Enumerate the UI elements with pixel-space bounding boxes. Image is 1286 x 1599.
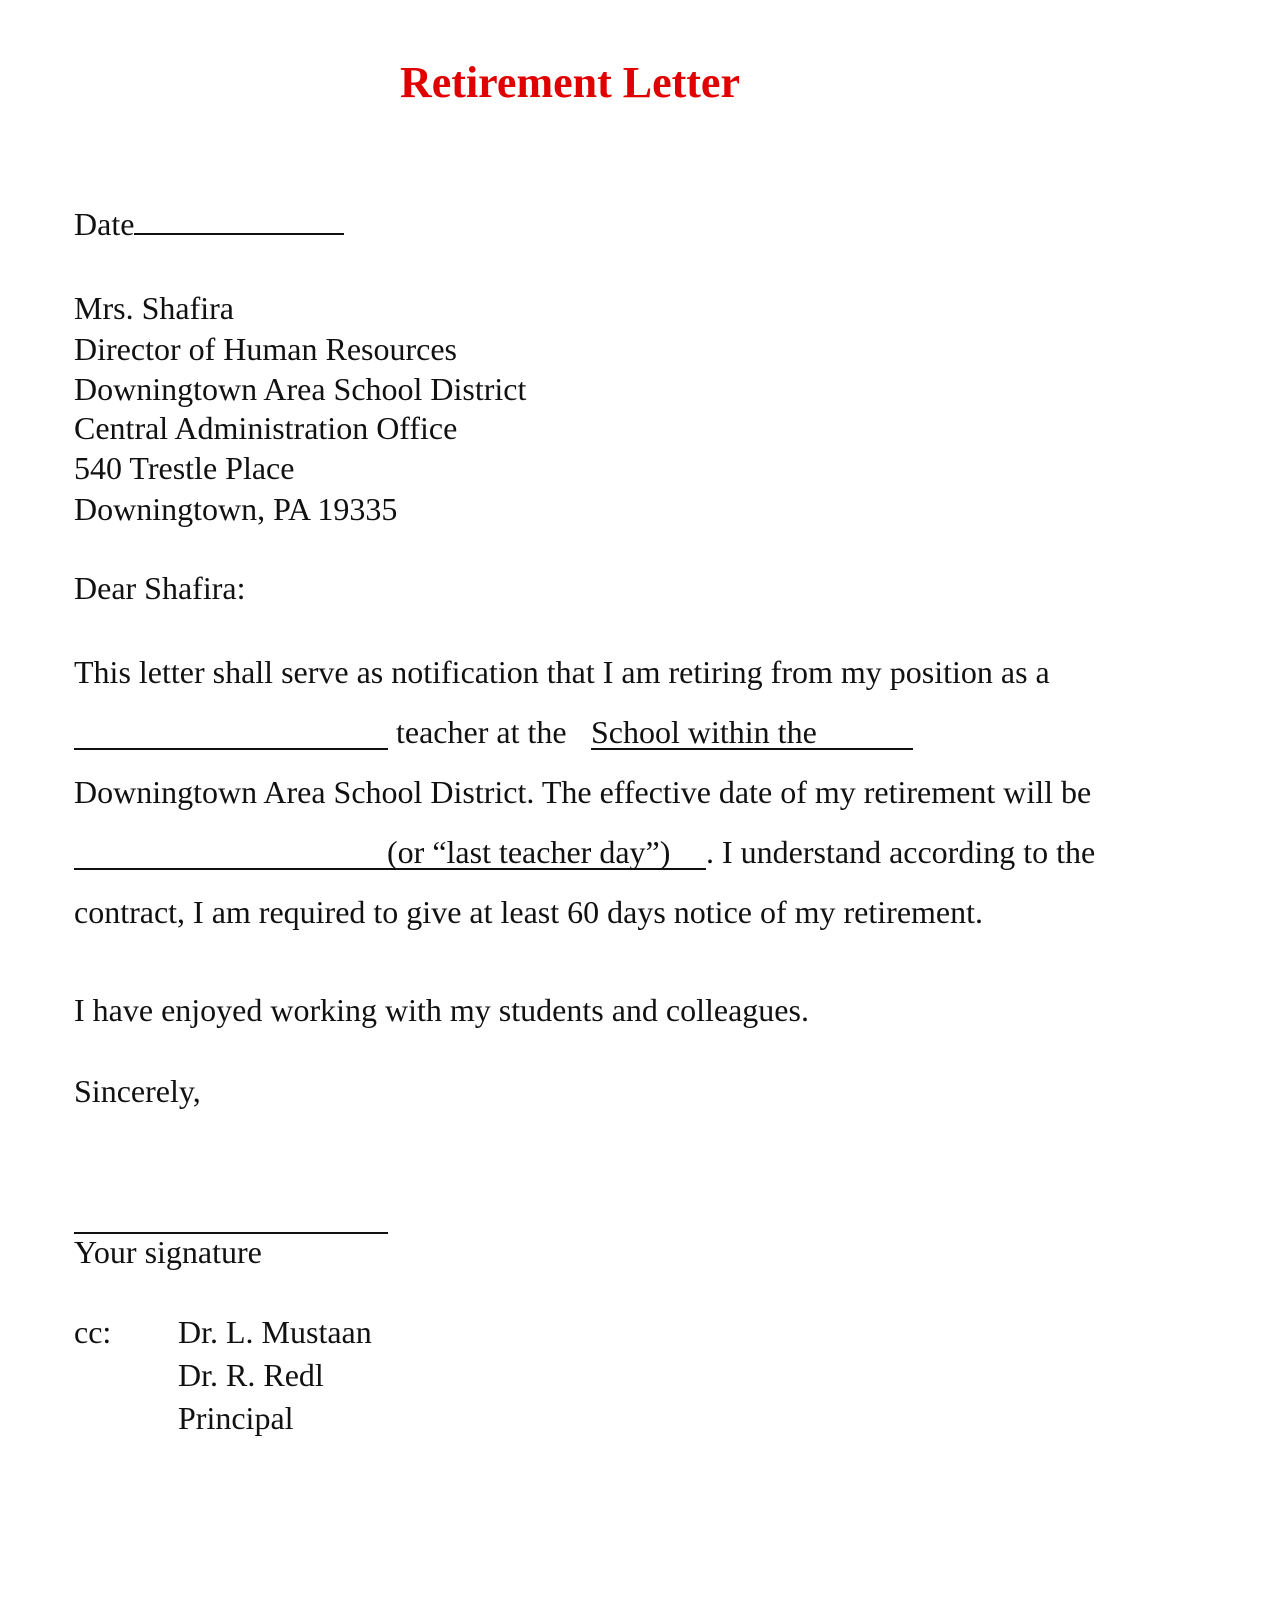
recipient-office: Central Administration Office [74, 410, 458, 446]
recipient-position: Director of Human Resources [74, 331, 457, 367]
body-line-1: This letter shall serve as notification that I am retiring from my position as a [74, 654, 1050, 690]
cc-label: cc: [74, 1314, 112, 1350]
sign-off: Sincerely, [74, 1073, 201, 1109]
cc-name-3: Principal [178, 1400, 294, 1436]
signature-label: Your signature [74, 1234, 262, 1270]
cc-name-1: Dr. L. Mustaan [178, 1314, 372, 1350]
body-line-5: contract, I am required to give at least 60 days notice of my retirement. [74, 894, 983, 930]
recipient-organization: Downingtown Area School District [74, 371, 527, 407]
body-line-3: Downingtown Area School District. The effective date of my retirement will be [74, 774, 1092, 810]
body-line-2-school: School within the [591, 714, 817, 750]
salutation: Dear Shafira: [74, 570, 246, 606]
recipient-name: Mrs. Shafira [74, 290, 234, 326]
recipient-city: Downingtown, PA 19335 [74, 491, 398, 527]
body-line-4-rest: . I understand according to the [706, 834, 1096, 870]
cc-name-2: Dr. R. Redl [178, 1357, 324, 1393]
letter-title: Retirement Letter [400, 58, 740, 107]
closing-paragraph: I have enjoyed working with my students and colleagues. [74, 992, 809, 1028]
date-label: Date [74, 206, 135, 242]
recipient-street: 540 Trestle Place [74, 450, 295, 486]
date-blank [134, 207, 344, 235]
position-blank [74, 748, 388, 750]
date-line [74, 204, 344, 244]
body-line-4-last-day: (or “last teacher day”) [387, 834, 671, 870]
body-line-2-teacher: teacher at the [396, 714, 567, 750]
school-blank [591, 748, 913, 750]
